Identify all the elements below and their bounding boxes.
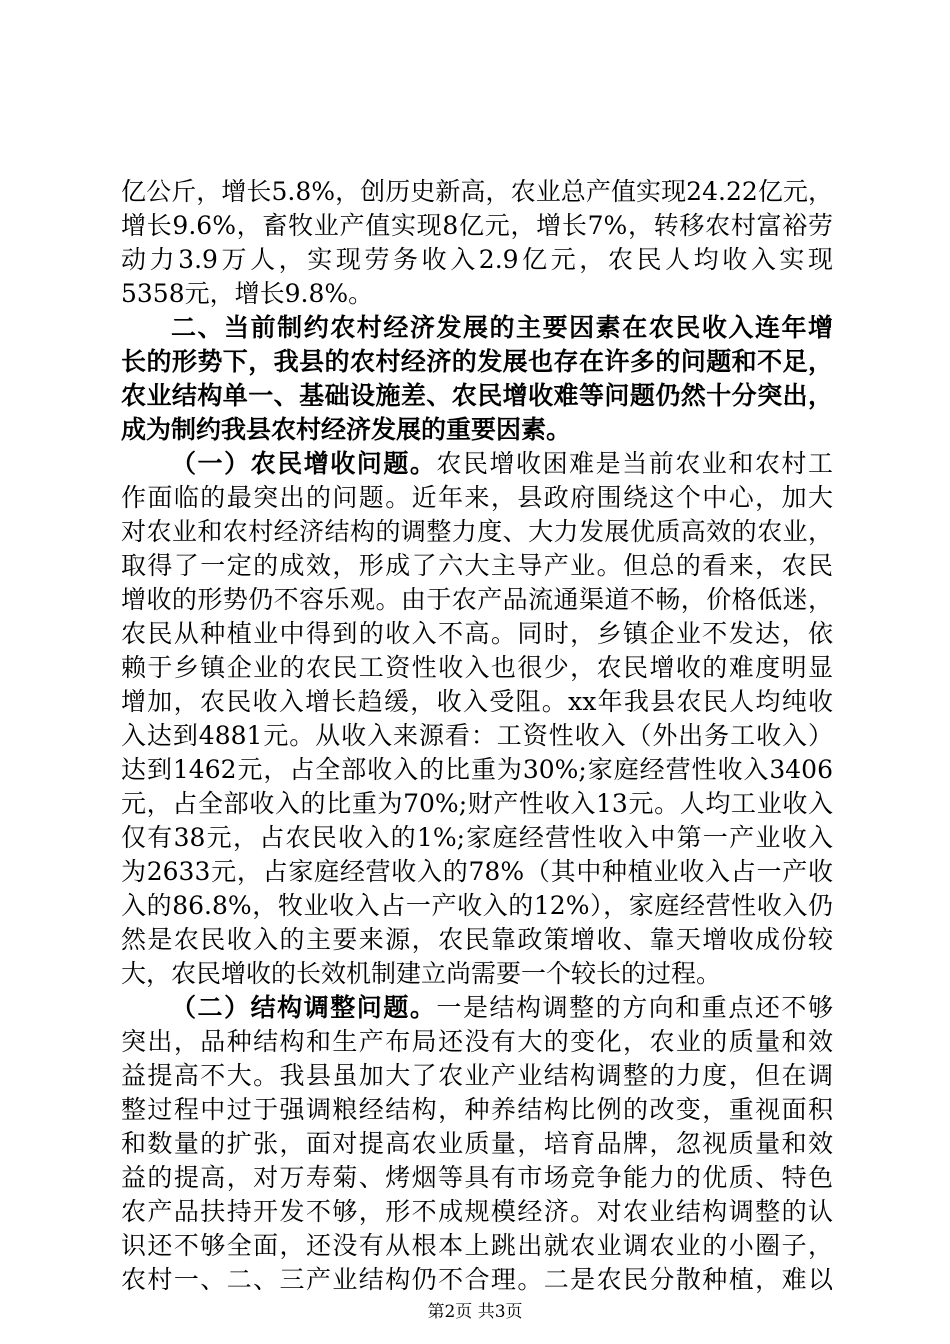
text-line: 识还不够全面，还没有从根本上跳出就农业调农业的小圈子， [121,1231,833,1260]
subsection-title: （一）农民增收问题。 [171,449,437,478]
section-heading-line: 农业结构单一、基础设施差、农民增收难等问题仍然十分突出， [121,381,833,410]
text-line: 作面临的最突出的问题。近年来，县政府围绕这个中心，加大 [121,483,833,512]
text-line: 和数量的扩张，面对提高农业质量，培育品牌，忽视质量和效 [121,1129,833,1158]
text-line [121,447,833,481]
text-line: 然是农民收入的主要来源，农民靠政策增收、靠天增收成份较 [121,925,833,954]
text-span: 一是结构调整的方向和重点还不够 [436,993,833,1022]
text-line: 仅有38元，占农民收入的1%;家庭经营性收入中第一产业收入 [121,823,833,852]
text-line: 动力3.9万人，实现劳务收入2.9亿元，农民人均收入实现 [121,245,833,274]
text-line: 农产品扶持开发不够，形不成规模经济。对农业结构调整的认 [121,1197,833,1226]
text-line: 亿公斤，增长5.8%，创历史新高，农业总产值实现24.22亿元， [121,177,833,206]
text-line: 突出，品种结构和生产布局还没有大的变化，农业的质量和效 [121,1027,833,1056]
text-line: 增长9.6%，畜牧业产值实现8亿元，增长7%，转移农村富裕劳 [121,211,833,240]
text-line: 取得了一定的成效，形成了六大主导产业。但总的看来，农民 [121,551,833,580]
section-heading-line: 长的形势下，我县的农村经济的发展也存在许多的问题和不足， [121,347,833,376]
text-line: 元，占全部收入的比重为70%;财产性收入13元。人均工业收入 [121,789,833,818]
text-line: 农民从种植业中得到的收入不高。同时，乡镇企业不发达，依 [121,619,833,648]
text-line: 农村一、二、三产业结构仍不合理。二是农民分散种植，难以 [121,1265,833,1294]
text-span: 农民增收困难是当前农业和农村工 [436,449,833,478]
section-heading-line: 成为制约我县农村经济发展的重要因素。 [121,415,572,444]
subsection-title: （二）结构调整问题。 [171,993,437,1022]
text-line: 对农业和农村经济结构的调整力度、大力发展优质高效的农业， [121,517,833,546]
text-line: 入达到4881元。从收入来源看：工资性收入（外出务工收入） [121,721,833,750]
text-line: 增收的形势仍不容乐观。由于农产品流通渠道不畅，价格低迷， [121,585,833,614]
text-line: 益的提高，对万寿菊、烤烟等具有市场竞争能力的优质、特色 [121,1163,833,1192]
text-line: 5358元，增长9.8%。 [121,279,374,308]
text-line: 达到1462元，占全部收入的比重为30%;家庭经营性收入3406 [121,755,833,784]
text-line: 增加，农民收入增长趋缓，收入受阻。xx年我县农民人均纯收 [121,687,833,716]
page-footer: 第2页 共3页 [427,1302,523,1322]
text-line: 赖于乡镇企业的农民工资性收入也很少，农民增收的难度明显 [121,653,833,682]
section-heading-line: 二、当前制约农村经济发展的主要因素在农民收入连年增 [171,313,833,342]
text-line: 大，农民增收的长效机制建立尚需要一个较长的过程。 [121,959,722,988]
text-line: 为2633元，占家庭经营收入的78%（其中种植业收入占一产收 [121,857,833,886]
text-line: 整过程中过于强调粮经结构，种养结构比例的改变，重视面积 [121,1095,833,1124]
text-line: 益提高不大。我县虽加大了农业产业结构调整的力度，但在调 [121,1061,833,1090]
text-line [121,991,833,1025]
text-line: 入的86.8%，牧业收入占一产收入的12%），家庭经营性收入仍 [121,891,833,920]
